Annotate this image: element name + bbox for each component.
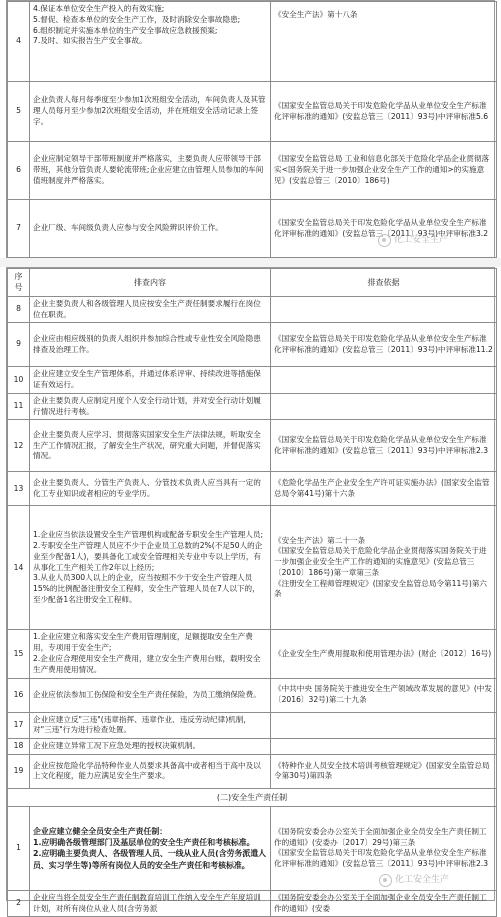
row-basis: 《企业安全生产费用提取和使用管理办法》(财企〔2012〕16号) (271, 630, 497, 678)
column-header-content: 排查内容 (30, 269, 271, 297)
hazard-checklist-table-page-2 (7, 268, 497, 917)
watermark-text: 化工安全生产 (395, 875, 450, 886)
row-number: 17 (8, 712, 30, 739)
table-row (8, 2, 497, 82)
row-number: 5 (8, 82, 30, 142)
row-number: 7 (8, 200, 30, 258)
row-content: 企业负责人每月每季度至少参加1次班组安全活动，车间负责人及其管理人员每月至少参加2次班组安全活动，并在班组安全活动记录上签字。 (30, 82, 271, 142)
row-content: 企业应建立反"三违"(违章指挥、违章作业、违反劳动纪律)机制，对"三违"行为进行检查处置。 (30, 712, 271, 739)
row-basis: 《安全生产法》第二十一条 《国家安全监管总局关于危险化学品企业贯彻落实国务院关于进一步加强企业安全生产工作的通知的实施意见》(安监总管三〔2010〕186号)第一章第三条 《注册安全工程师管理规定》(国家安全监管总局令第11号)第六条 (271, 506, 497, 630)
row-number: 2 (8, 890, 30, 917)
table-row (8, 506, 497, 630)
row-content: 企业主要负责人、分管生产负责人、分管技术负责人应当具有一定的化工专业知识或者相应的专业学历。 (30, 472, 271, 506)
row-content: 1.企业应建立和落实安全生产费用管理制度，足额提取安全生产费用，专项用于安全生产; 2.企业应合理使用安全生产费用，建立安全生产费用台账，载明安全生产费用使用情况。 (30, 630, 271, 678)
row-basis: 《国家安全监管总局关于印发危险化学品从业单位安全生产标准化评审标准的通知》(安监总管三〔2011〕93号)中评审标准5.6 (271, 82, 497, 142)
document-page-2 (6, 267, 495, 913)
column-header-number: 序号 (8, 269, 30, 297)
hazard-checklist-table-page-1 (7, 1, 497, 258)
watermark (379, 874, 449, 887)
table-row (8, 393, 497, 420)
row-basis: 《国家安全监管总局关于印发危险化学品从业单位安全生产标准化评审标准的通知》(安监总管三〔2011〕93号)中评审标准11.2 (271, 323, 497, 367)
row-number: 19 (8, 754, 30, 788)
row-content: 企业应建立健全全员安全生产责任制： 1.应明确各级管理部门及基层单位的安全生产责任和考核标准。 2.应明确主要负责人、各级管理人员、一线从业人员(含劳务派遣人员、实习学生等)等所有岗位人员的安全生产责任和考核标准。 (30, 806, 271, 890)
row-content: 企业应制定领导干部带班制度并严格落实，主要负责人应带领导干部带班，其他分管负责人要轮流带班;企业应建立由管理人员参加的车间值班制度并严格落实。 (30, 142, 271, 200)
table-row (8, 754, 497, 788)
watermark-text: 化工安全生产 (394, 235, 449, 246)
row-basis (271, 739, 497, 755)
table-row (8, 323, 497, 367)
row-basis (271, 393, 497, 420)
column-header-basis: 排查依据 (271, 269, 497, 297)
table-row (8, 200, 497, 258)
row-basis: 《中共中央 国务院关于推进安全生产领域改革发展的意见》(中发〔2016〕32号)第二十九条 (271, 678, 497, 712)
row-basis (271, 367, 497, 394)
row-content: 企业主要负责人应学习、贯彻落实国家安全生产法律法规，听取安全生产工作情况汇报，了解安全生产状况，研究重大问题，并督促落实情况。 (30, 420, 271, 472)
table-row (8, 420, 497, 472)
watermark (378, 234, 448, 247)
circle-logo-icon (378, 234, 391, 247)
document-page-1 (6, 0, 495, 258)
table-row (8, 678, 497, 712)
row-basis (271, 712, 497, 739)
row-number: 13 (8, 472, 30, 506)
table-row (8, 82, 497, 142)
table-row (8, 630, 497, 678)
row-content: 企业厂级、车间级负责人应参与安全风险辨识评价工作。 (30, 200, 271, 258)
row-basis (271, 296, 497, 323)
row-basis: 《特种作业人员安全技术培训考核管理规定》(国家安全监管总局令第30号)第四条 (271, 754, 497, 788)
table-row (8, 739, 497, 755)
row-content: 4.保证本单位安全生产投入的有效实施; 5.督促、检查本单位的安全生产工作，及时消除安全事故隐患; 6.组织制定并实施本单位的生产安全事故应急救援预案; 7.及时、如实报告生产安全事故。 (30, 2, 271, 82)
row-number: 8 (8, 296, 30, 323)
page-gap (0, 258, 501, 267)
circle-logo-icon (379, 874, 392, 887)
table-row (8, 142, 497, 200)
row-basis: 《危险化学品生产企业安全生产许可证实施办法》(国家安全监管总局令第41号)第十六条 (271, 472, 497, 506)
row-content: 企业应建立异常工况下应急处理的授权决策机制。 (30, 739, 271, 755)
row-basis: 《国务院安委会办公室关于全面加强企业全员安全生产责任制工作的通知》(安委办〔2017〕29号)第三条 《国家安全监管总局关于印发危险化学品从业单位安全生产标准化评审标准的通知》(安监总管三〔2011〕93号)中评审标准2.3 (271, 806, 497, 890)
row-number: 4 (8, 2, 30, 82)
row-number: 14 (8, 506, 30, 630)
row-basis: 《国务院安委会办公室关于全面加强企业全员安全生产责任制工作的通知》(安委 (271, 890, 497, 917)
row-number: 12 (8, 420, 30, 472)
table-row (8, 890, 497, 917)
row-number: 15 (8, 630, 30, 678)
table-row (8, 367, 497, 394)
table-row (8, 472, 497, 506)
row-content: 企业主要负责人应制定月度个人安全行动计划，并对安全行动计划履行情况进行考核。 (30, 393, 271, 420)
row-content: 企业应由相应级别的负责人组织并参加综合性或专业性安全风险隐患排查及治理工作。 (30, 323, 271, 367)
table-row (8, 712, 497, 739)
table-header-row (8, 269, 497, 297)
row-content: 企业应依法参加工伤保险和安全生产责任保险，为员工缴纳保险费。 (30, 678, 271, 712)
table-row (8, 296, 497, 323)
row-content: 企业应按危险化学品特种作业人员要求具备高中或者相当于高中及以上文化程度，能力应满足安全生产要求。 (30, 754, 271, 788)
row-basis: 《安全生产法》第十八条 (271, 2, 497, 82)
row-content: 企业应当将全员安全生产责任制教育培训工作纳入安全生产年度培训计划，对所有岗位从业人员(含劳务派 (30, 890, 271, 917)
row-number: 1 (8, 806, 30, 890)
row-number: 11 (8, 393, 30, 420)
section-header-row (8, 788, 497, 806)
row-number: 18 (8, 739, 30, 755)
row-basis: 《国家安全监管总局 工业和信息化部关于危险化学品企业贯彻落实<国务院关于进一步加强企业安全生产工作的通知>的实施意见》(安监总管三〔2010〕186号) (271, 142, 497, 200)
row-basis: 《国家安全监管总局关于印发危险化学品从业单位安全生产标准化评审标准的通知》(安监总管三〔2011〕93号)中评审标准2.3 (271, 420, 497, 472)
section-title: (二)安全生产责任制 (8, 788, 497, 806)
row-content: 企业主要负责人和各级管理人员应按安全生产责任制要求履行在岗位位在职责。 (30, 296, 271, 323)
row-number: 6 (8, 142, 30, 200)
row-content: 企业应建立安全生产管理体系，并通过体系评审、持续改进等措施保证有效运行。 (30, 367, 271, 394)
row-number: 10 (8, 367, 30, 394)
row-number: 16 (8, 678, 30, 712)
row-number: 9 (8, 323, 30, 367)
row-basis: 《国家安全监管总局关于印发危险化学品从业单位安全生产标准化评审标准的通知》(安监总管三〔2011〕93号)中评审标准3.2 (271, 200, 497, 258)
row-content: 1.企业应当依法设置安全生产管理机构或配备专职安全生产管理人员; 2.专职安全生产管理人员应不少于企业员工总数的2%(不足50人的企业至少配备1人)，要具备化工或安全管理相关专业中专以上学历，有从事化工生产相关工作2年以上经历; 3.从业人员300人以上的企业，应当按照不少于安全生产管理人员15%的比例配备注册安全工程师，安全生产管理人员在7人以下的，至少配备1名注册安全工程师。 (30, 506, 271, 630)
